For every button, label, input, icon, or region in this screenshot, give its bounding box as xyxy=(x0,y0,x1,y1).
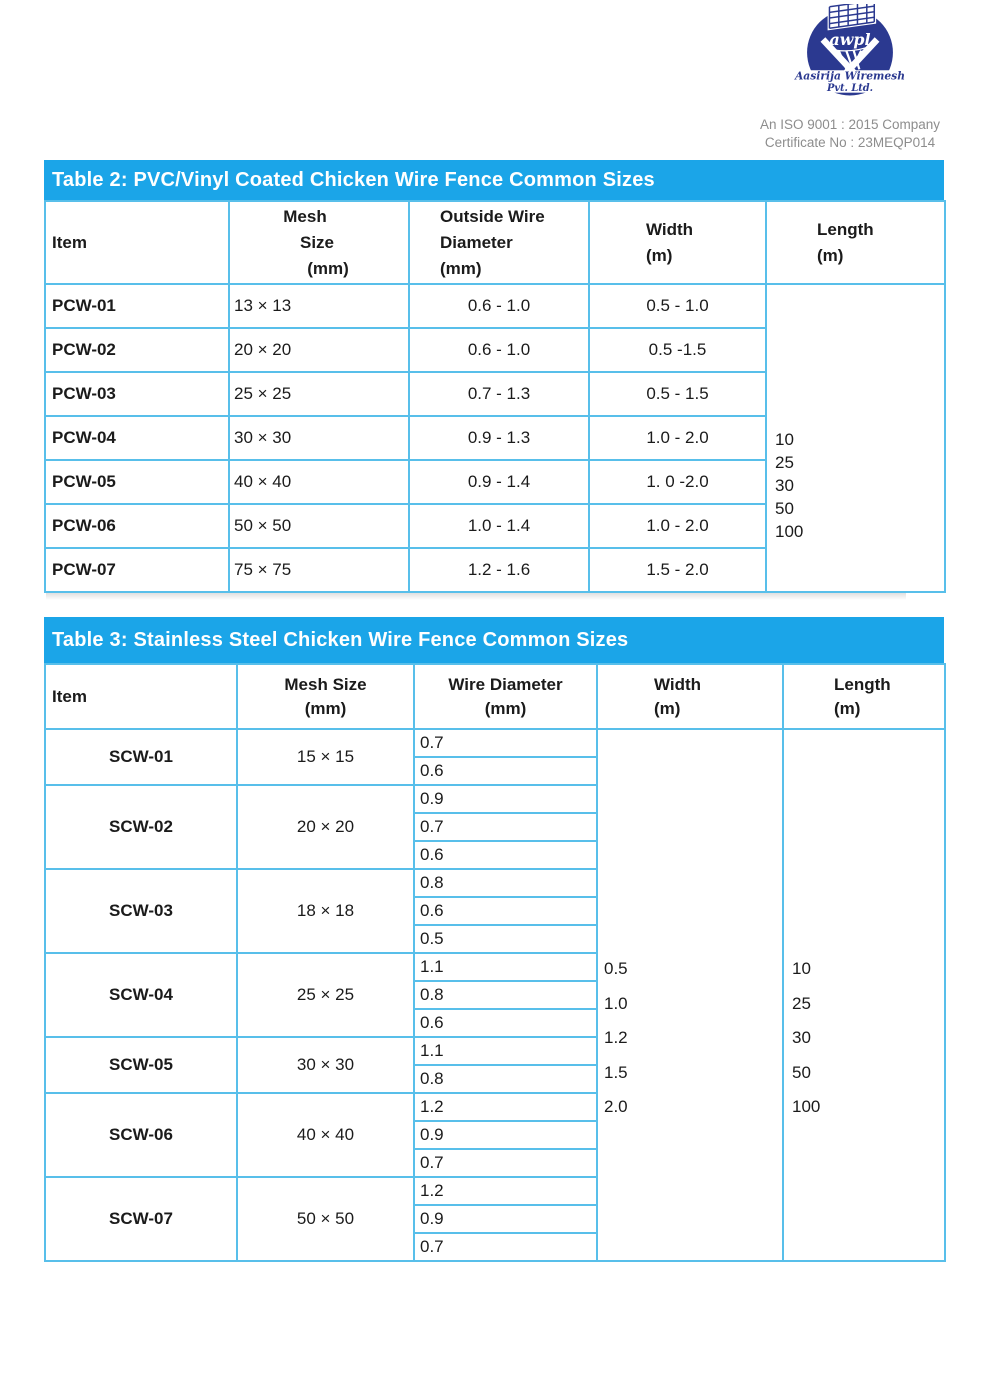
width-cell: 1.0 - 2.0 xyxy=(589,504,766,548)
item-cell: PCW-06 xyxy=(45,504,229,548)
item-cell: SCW-06 xyxy=(45,1093,237,1177)
item-cell: PCW-03 xyxy=(45,372,229,416)
mesh-cell: 25 × 25 xyxy=(237,953,414,1037)
item-cell: SCW-07 xyxy=(45,1177,237,1261)
table2-header-diameter: Outside Wire Diameter (mm) xyxy=(409,201,589,284)
logo-script-text: awpl xyxy=(829,30,871,50)
item-cell: SCW-01 xyxy=(45,729,237,785)
item-cell: PCW-05 xyxy=(45,460,229,504)
table3-header-mesh: Mesh Size (mm) xyxy=(237,664,414,729)
wire-diameter-cell: 0.5 xyxy=(414,925,597,953)
certificate-number-text: Certificate No : 23MEQP014 xyxy=(764,135,936,150)
diameter-cell: 0.9 - 1.4 xyxy=(409,460,589,504)
table2 xyxy=(44,200,946,593)
mesh-cell: 75 × 75 xyxy=(229,548,409,592)
item-cell: PCW-02 xyxy=(45,328,229,372)
item-cell: SCW-04 xyxy=(45,953,237,1037)
wire-diameter-cell: 1.1 xyxy=(414,1037,597,1065)
logo-company-name: Aasirija Wiremesh xyxy=(794,69,906,83)
company-logo-block xyxy=(755,4,945,152)
wire-diameter-cell: 1.1 xyxy=(414,953,597,981)
wire-diameter-cell: 0.8 xyxy=(414,1065,597,1093)
table2-section xyxy=(44,160,944,593)
item-cell: SCW-03 xyxy=(45,869,237,953)
mesh-cell: 30 × 30 xyxy=(237,1037,414,1093)
mesh-cell: 20 × 20 xyxy=(229,328,409,372)
width-cell: 1. 0 -2.0 xyxy=(589,460,766,504)
length-cell: 10 25 30 50 100 xyxy=(783,729,945,1261)
table2-header-row xyxy=(45,201,945,284)
wire-diameter-cell: 0.7 xyxy=(414,1233,597,1261)
table3 xyxy=(44,663,946,1262)
table3-header-width: Width (m) xyxy=(597,664,783,729)
mesh-cell: 40 × 40 xyxy=(229,460,409,504)
wire-diameter-cell: 0.6 xyxy=(414,897,597,925)
width-cell: 1.0 - 2.0 xyxy=(589,416,766,460)
item-cell: PCW-01 xyxy=(45,284,229,328)
diameter-cell: 1.0 - 1.4 xyxy=(409,504,589,548)
width-cell: 0.5 1.0 1.2 1.5 2.0 xyxy=(597,729,783,1261)
width-cell: 0.5 - 1.5 xyxy=(589,372,766,416)
wire-diameter-cell: 0.7 xyxy=(414,813,597,841)
diameter-cell: 0.9 - 1.3 xyxy=(409,416,589,460)
item-cell: SCW-05 xyxy=(45,1037,237,1093)
wire-diameter-cell: 1.2 xyxy=(414,1093,597,1121)
wire-diameter-cell: 0.7 xyxy=(414,1149,597,1177)
width-cell: 1.5 - 2.0 xyxy=(589,548,766,592)
diameter-cell: 1.2 - 1.6 xyxy=(409,548,589,592)
table3-header-item: Item xyxy=(45,664,237,729)
table2-header-item: Item xyxy=(45,201,229,284)
logo-company-suffix: Pvt. Ltd. xyxy=(826,82,874,94)
mesh-cell: 50 × 50 xyxy=(237,1177,414,1261)
iso-certification-text: An ISO 9001 : 2015 Company xyxy=(759,117,941,132)
mesh-cell: 25 × 25 xyxy=(229,372,409,416)
diameter-cell: 0.6 - 1.0 xyxy=(409,284,589,328)
wire-diameter-cell: 0.6 xyxy=(414,841,597,869)
item-cell: SCW-02 xyxy=(45,785,237,869)
mesh-cell: 15 × 15 xyxy=(237,729,414,785)
wire-diameter-cell: 0.9 xyxy=(414,1121,597,1149)
length-cell: 10 25 30 50 100 xyxy=(766,284,945,592)
company-logo-icon xyxy=(794,4,906,116)
wire-diameter-cell: 1.2 xyxy=(414,1177,597,1205)
table2-header-width: Width (m) xyxy=(589,201,766,284)
table3-header-length: Length (m) xyxy=(783,664,945,729)
item-cell: PCW-04 xyxy=(45,416,229,460)
table2-header-mesh: Mesh Size (mm) xyxy=(229,201,409,284)
wire-diameter-cell: 0.8 xyxy=(414,869,597,897)
table2-title: Table 2: PVC/Vinyl Coated Chicken Wire Fence Common Sizes xyxy=(44,160,944,200)
wire-diameter-cell: 0.9 xyxy=(414,785,597,813)
width-cell: 0.5 -1.5 xyxy=(589,328,766,372)
table-row xyxy=(45,284,945,328)
table3-section xyxy=(44,617,944,1262)
diameter-cell: 0.6 - 1.0 xyxy=(409,328,589,372)
mesh-cell: 20 × 20 xyxy=(237,785,414,869)
mesh-cell: 50 × 50 xyxy=(229,504,409,548)
wire-diameter-cell: 0.8 xyxy=(414,981,597,1009)
table3-header-diameter: Wire Diameter (mm) xyxy=(414,664,597,729)
diameter-cell: 0.7 - 1.3 xyxy=(409,372,589,416)
mesh-cell: 40 × 40 xyxy=(237,1093,414,1177)
wire-diameter-cell: 0.6 xyxy=(414,1009,597,1037)
table3-title: Table 3: Stainless Steel Chicken Wire Fence Common Sizes xyxy=(44,617,944,663)
mesh-cell: 30 × 30 xyxy=(229,416,409,460)
table3-header-row xyxy=(45,664,945,729)
mesh-cell: 18 × 18 xyxy=(237,869,414,953)
table2-header-length: Length (m) xyxy=(766,201,945,284)
table-row xyxy=(45,729,945,757)
wire-diameter-cell: 0.7 xyxy=(414,729,597,757)
mesh-cell: 13 × 13 xyxy=(229,284,409,328)
width-cell: 0.5 - 1.0 xyxy=(589,284,766,328)
wire-diameter-cell: 0.6 xyxy=(414,757,597,785)
item-cell: PCW-07 xyxy=(45,548,229,592)
wire-diameter-cell: 0.9 xyxy=(414,1205,597,1233)
